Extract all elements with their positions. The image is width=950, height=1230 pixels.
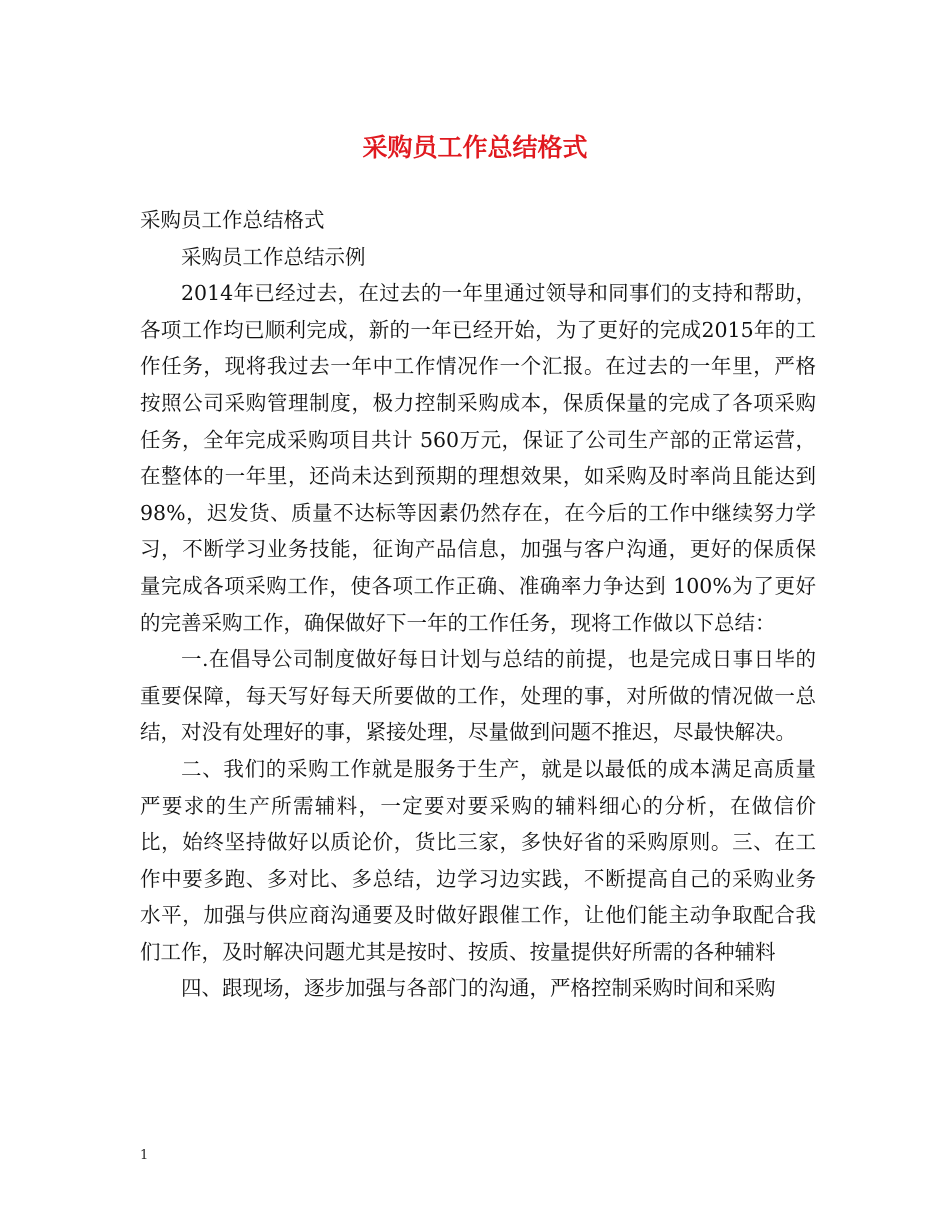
document-body: [140, 202, 816, 1007]
paragraph-subheading: 采购员工作总结示例: [181, 244, 366, 269]
paragraph-heading: 采购员工作总结格式: [140, 208, 325, 232]
paragraph-intro: 2014年已经过去，在过去的一年里通过领导和同事们的支持和帮助，各项工作均已顺利完成，新的一年已经开始，为了更好的完成2015年的工作任务，现将我过去一年中工作情况作一个汇报。在过去的一年里，严格按照公司采购管理制度，极力控制采购成本，保质保量的完成了各项采购任务，全年完成采购项目共计 560万元，保证了公司生产部的正常运营，在整体的一年里，还尚未达到预期的理想效果，如采购及时率尚且能达到98%，迟发货、质量不达标等因素仍然存在，在今后的工作中继续努力学习，不断学习业务技能，征询产品信息，加强与客户沟通，更好的保质保量完成各项采购工作，使各项工作正确、准确率力争达到 100%为了更好的完善采购工作，确保做好下一年的工作任务，现将工作做以下总结：: [140, 281, 816, 635]
page-number: 1: [140, 1148, 149, 1163]
paragraph-point-four: 四、跟现场，逐步加强与各部门的沟通，严格控制采购时间和采购: [181, 976, 776, 1001]
document-title: 采购员工作总结格式: [362, 133, 588, 162]
paragraph-point-one: 一.在倡导公司制度做好每日计划与总结的前提，也是完成日事日毕的重要保障，每天写好每天所要做的工作，处理的事，对所做的情况做一总结，对没有处理好的事，紧接处理，尽量做到问题不推迟，尽最快解决。: [140, 647, 816, 745]
paragraph-point-two-three: 二、我们的采购工作就是服务于生产，就是以最低的成本满足高质量严要求的生产所需辅料，一定要对要采购的辅料细心的分析，在做信价比，始终坚持做好以质论价，货比三家，多快好省的采购原则。三、在工作中要多跑、多对比、多总结，边学习边实践，不断提高自己的采购业务水平，加强与供应商沟通要及时做好跟催工作，让他们能主动争取配合我们工作，及时解决问题尤其是按时、按质、按量提供好所需的各种辅料: [140, 756, 816, 964]
